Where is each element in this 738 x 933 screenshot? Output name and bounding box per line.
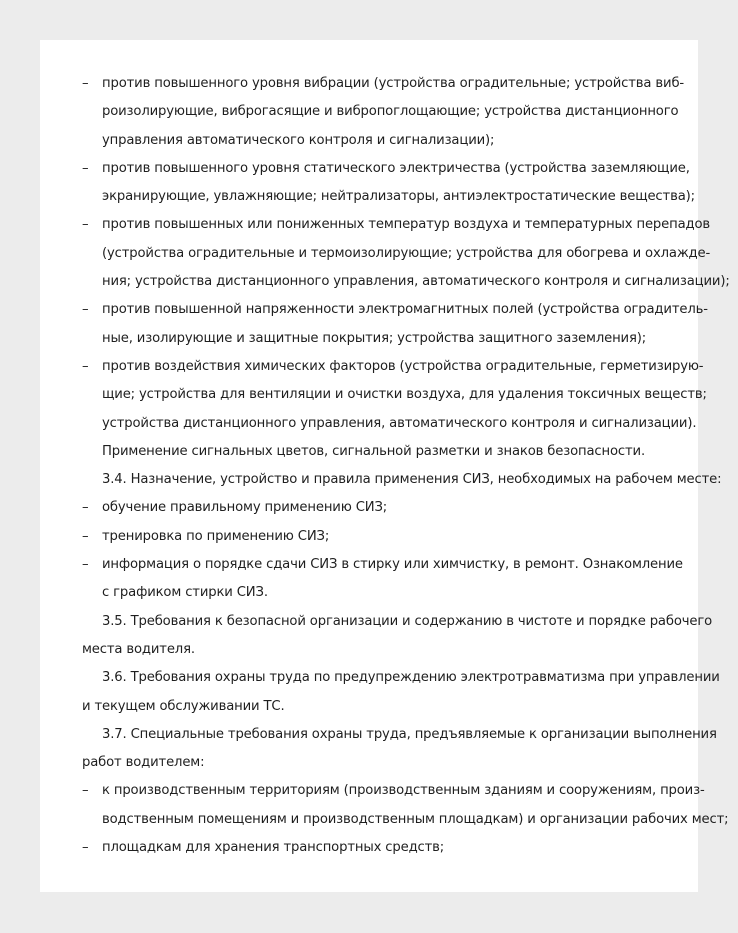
text-line: против повышенного уровня вибрации (устройства оградительные; устройства виб- bbox=[102, 76, 685, 91]
paragraph-line: места водителя. bbox=[82, 641, 195, 657]
section-heading-3-4: 3.4. Назначение, устройство и правила применения СИЗ, необходимых на рабочем месте: bbox=[102, 472, 722, 488]
bullet-dash: – bbox=[82, 840, 89, 856]
continuation-line: (устройства оградительные и термоизолирующие; устройства для обогрева и охлажде- bbox=[102, 245, 711, 261]
bullet-line bbox=[82, 834, 660, 862]
bullet-dash: – bbox=[82, 500, 89, 516]
bullet-line bbox=[82, 523, 660, 551]
bullet-dash: – bbox=[82, 783, 89, 799]
bullet-dash: – bbox=[82, 217, 89, 233]
bullet-dash: – bbox=[82, 358, 89, 374]
paragraph-line: и текущем обслуживании ТС. bbox=[82, 698, 285, 714]
text-line: против повышенных или пониженных температур воздуха и температурных перепадов bbox=[102, 217, 711, 233]
paragraph-line: работ водителем: bbox=[82, 755, 205, 771]
bullet-line bbox=[82, 211, 711, 239]
bullet-line bbox=[82, 353, 704, 381]
text-line: обучение правильному применению СИЗ; bbox=[102, 500, 388, 516]
paragraph-line: Применение сигнальных цветов, сигнальной разметки и знаков безопасности. bbox=[102, 443, 645, 459]
continuation-line: устройства дистанционного управления, автоматического контроля и сигнализации). bbox=[102, 415, 697, 431]
bullet-line bbox=[82, 70, 685, 98]
text-line: против воздействия химических факторов (устройства оградительные, герметизирую- bbox=[102, 358, 704, 374]
continuation-line: водственным помещениям и производственным площадкам) и организации рабочих мест; bbox=[102, 811, 729, 827]
continuation-line: с графиком стирки СИЗ. bbox=[102, 585, 268, 601]
document-body bbox=[82, 70, 730, 862]
continuation-line: экранирующие, увлажняющие; нейтрализаторы, антиэлектростатические вещества); bbox=[102, 189, 695, 205]
text-line: против повышенного уровня статического электричества (устройства заземляющие, bbox=[102, 160, 690, 176]
continuation-line: щие; устройства для вентиляции и очистки воздуха, для удаления токсичных веществ; bbox=[102, 387, 707, 403]
bullet-line bbox=[82, 551, 683, 579]
bullet-dash: – bbox=[82, 76, 89, 91]
bullet-dash: – bbox=[82, 557, 89, 573]
document-page bbox=[40, 40, 730, 892]
continuation-line: управления автоматического контроля и сигнализации); bbox=[102, 132, 495, 148]
bullet-dash: – bbox=[82, 160, 89, 176]
bullet-dash: – bbox=[82, 528, 89, 544]
text-line: к производственным территориям (производственным зданиям и сооружениям, произ- bbox=[102, 783, 705, 799]
bullet-dash: – bbox=[82, 302, 89, 318]
text-line: тренировка по применению СИЗ; bbox=[102, 528, 330, 544]
continuation-line: ния; устройства дистанционного управления, автоматического контроля и сигнализации); bbox=[102, 274, 730, 290]
continuation-line: роизолирующие, виброгасящие и вибропоглощающие; устройства дистанционного bbox=[102, 104, 679, 120]
bullet-line bbox=[82, 777, 705, 805]
section-heading-3-5: 3.5. Требования к безопасной организации и содержанию в чистоте и порядке рабочего bbox=[102, 613, 713, 629]
section-heading-3-6: 3.6. Требования охраны труда по предупреждению электротравматизма при управлении bbox=[102, 670, 720, 686]
bullet-line bbox=[82, 494, 660, 522]
text-line: площадкам для хранения транспортных средств; bbox=[102, 840, 445, 856]
continuation-line: ные, изолирующие и защитные покрытия; устройства защитного заземления); bbox=[102, 330, 647, 346]
section-heading-3-7: 3.7. Специальные требования охраны труда, предъявляемые к организации выполнения bbox=[102, 726, 717, 742]
bullet-line bbox=[82, 296, 708, 324]
text-line: против повышенной напряженности электромагнитных полей (устройства оградитель- bbox=[102, 302, 708, 318]
bullet-line bbox=[82, 155, 690, 183]
text-line: информация о порядке сдачи СИЗ в стирку или химчистку, в ремонт. Ознакомление bbox=[102, 557, 683, 573]
